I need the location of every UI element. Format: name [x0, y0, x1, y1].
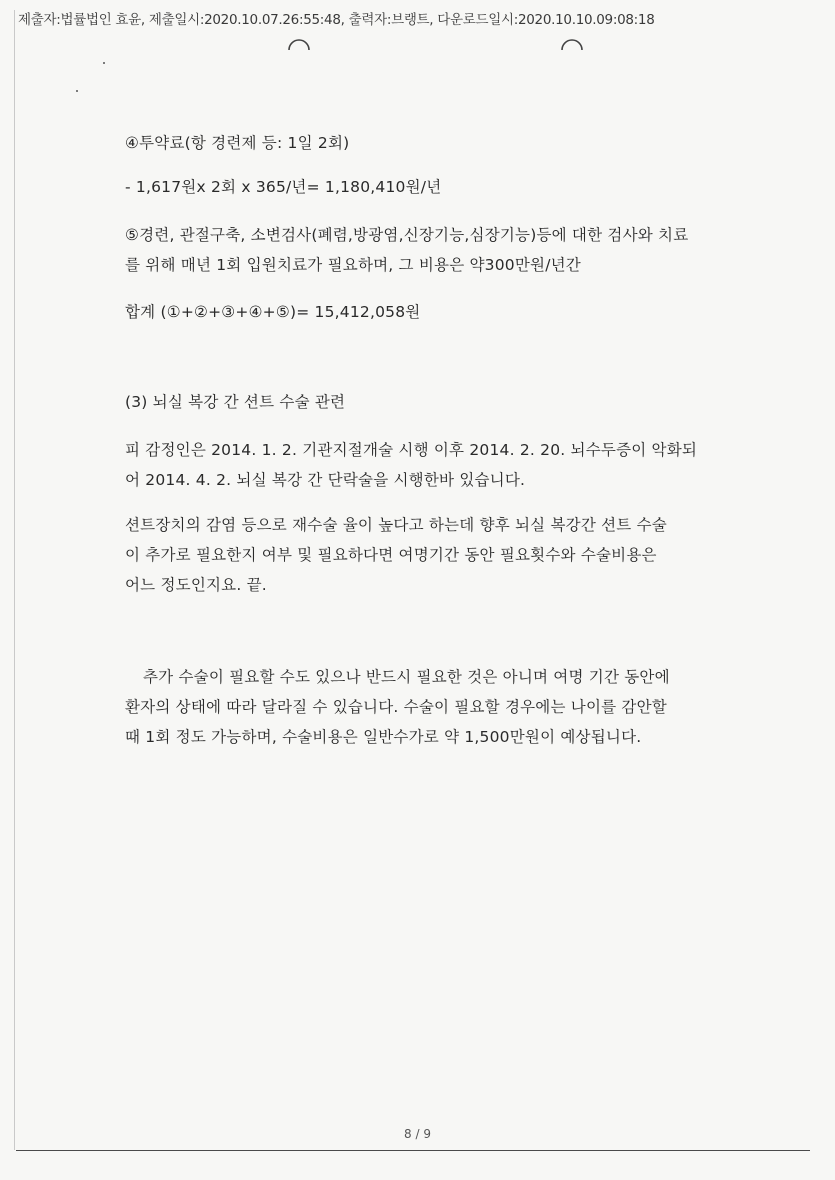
page-number: 8 / 9 — [404, 1127, 431, 1141]
section3-heading: (3) 뇌실 복강 간 션트 수술 관련 — [125, 393, 346, 411]
para1-line: 어 2014. 4. 2. 뇌실 복강 간 단락술을 시행한바 있습니다. — [125, 471, 526, 489]
section4-calc: - 1,617원x 2회 x 365/년= 1,180,410원/년 — [125, 178, 442, 196]
para1-line: 피 감정인은 2014. 1. 2. 기관지절개술 시행 이후 2014. 2. 20. 뇌수두증이 악화되 — [125, 441, 698, 459]
punch-hole-icon — [286, 30, 312, 56]
section5-line: ⑤경련, 관절구축, 소변검사(폐렴,방광염,신장기능,심장기능)등에 대한 검사와 치료 — [125, 226, 689, 244]
punch-hole-icon — [559, 30, 585, 56]
scan-speck — [76, 90, 78, 92]
page-edge — [14, 10, 15, 1150]
para2-line: 이 추가로 필요한지 여부 및 필요하다면 여명기간 동안 필요횟수와 수술비용은 — [125, 546, 657, 564]
fax-header: 제출자:법률법인 효윤, 제출일시:2020.10.07.26:55:48, 출력자:브랭트, 다운로드일시:2020.10.10.09:08:18 — [18, 12, 655, 28]
footer-divider — [16, 1150, 810, 1151]
answer-line: 추가 수술이 필요할 수도 있으나 반드시 필요한 것은 아니며 여명 기간 동안에 — [143, 668, 670, 686]
answer-line: 환자의 상태에 따라 달라질 수 있습니다. 수술이 필요할 경우에는 나이를 감안할 — [125, 698, 667, 716]
section4-title: ④투약료(항 경련제 등: 1일 2회) — [125, 134, 350, 152]
section5-line: 를 위해 매년 1회 입원치료가 필요하며, 그 비용은 약300만원/년간 — [125, 256, 581, 274]
para2-line: 션트장치의 감염 등으로 재수술 율이 높다고 하는데 향후 뇌실 복강간 션트 수술 — [125, 516, 667, 534]
scan-speck — [103, 62, 105, 64]
para2-line: 어느 정도인지요. 끝. — [125, 576, 267, 594]
total-line: 합계 (①+②+③+④+⑤)= 15,412,058원 — [125, 303, 421, 321]
answer-line: 때 1회 정도 가능하며, 수술비용은 일반수가로 약 1,500만원이 예상됩니다. — [125, 728, 642, 746]
